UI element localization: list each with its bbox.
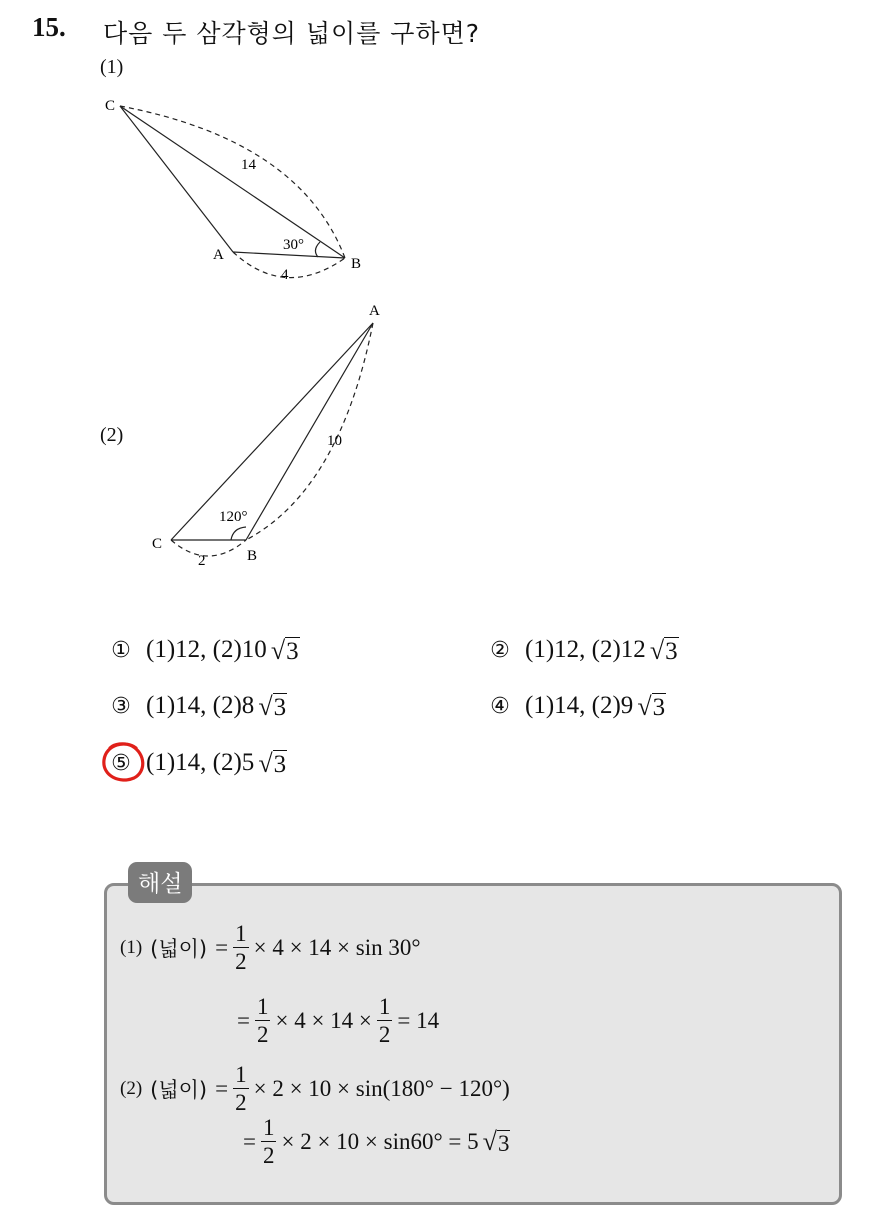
line4-frac: $\frac{1}{2}$ bbox=[262, 1115, 275, 1168]
line2-frac: $\frac{1}{2}$ bbox=[256, 994, 269, 1047]
vertex-a-1: A bbox=[213, 247, 224, 263]
line2-expr: × 4 × 14 × bbox=[275, 1007, 372, 1033]
arc-ab-1 bbox=[233, 252, 345, 278]
choice-5-mark: ⑤ bbox=[111, 750, 131, 776]
choice-2-text: (1)12, (2)12 bbox=[525, 636, 646, 663]
triangle-2 bbox=[171, 323, 373, 556]
side-ab-2 bbox=[246, 323, 373, 540]
line3-lhs: (넓이) bbox=[150, 1077, 208, 1102]
side-label-14: 14 bbox=[241, 157, 256, 173]
figure2-label: (2) bbox=[100, 424, 124, 446]
line3-frac: $\frac{1}{2}$ bbox=[235, 1062, 247, 1115]
choice-1-text: (1)12, (2)10 bbox=[146, 636, 267, 663]
angle-arc-b-2 bbox=[231, 527, 246, 540]
choice-3-text: (1)14, (2)8 bbox=[146, 692, 255, 719]
answer-circle-mark bbox=[98, 738, 150, 788]
line4-sqrt: √ 3 bbox=[482, 1126, 510, 1156]
line1-label: (1) bbox=[120, 936, 143, 958]
choice-4-text: (1)14, (2)9 bbox=[525, 692, 634, 719]
choice-3-sqrt: √ 3 bbox=[258, 691, 287, 721]
choice-4[interactable] bbox=[489, 692, 666, 720]
figure1-label: (1) bbox=[100, 56, 124, 78]
solution-line-2 bbox=[237, 995, 439, 1046]
arc-cb-2 bbox=[171, 540, 246, 556]
line3-label: (2) bbox=[120, 1077, 143, 1099]
side-label-10: 10 bbox=[327, 433, 342, 449]
solution-line-4 bbox=[243, 1116, 510, 1167]
line1-lhs: (넓이) bbox=[150, 936, 208, 961]
side-ca-1 bbox=[120, 106, 233, 252]
line1-frac: $\frac{1}{2}$ bbox=[235, 921, 247, 974]
question-number: 15. bbox=[32, 12, 66, 42]
line4-expr: × 2 × 10 × sin60° = 5 bbox=[281, 1128, 479, 1154]
line4-eq: = bbox=[243, 1128, 256, 1154]
angle-label-120: 120° bbox=[219, 509, 248, 525]
vertex-a-2: A bbox=[369, 303, 380, 319]
solution-line-3 bbox=[120, 1063, 510, 1114]
vertex-c-2: C bbox=[152, 536, 163, 552]
side-cb-1 bbox=[120, 106, 345, 258]
question-text: 다음 두 삼각형의 넓이를 구하면? bbox=[103, 19, 481, 48]
solution-line-1 bbox=[120, 922, 421, 973]
vertex-c-1: C bbox=[105, 98, 116, 114]
choice-1-sqrt: √ 3 bbox=[270, 635, 299, 665]
angle-arc-b-1 bbox=[315, 242, 320, 257]
choice-3-mark: ③ bbox=[111, 693, 131, 719]
choice-1-mark: ① bbox=[111, 637, 131, 663]
choice-5-text: (1)14, (2)5 bbox=[146, 749, 255, 776]
vertex-b-2: B bbox=[247, 548, 258, 564]
choice-5-sqrt: √ 3 bbox=[258, 748, 287, 778]
solution-tag: 해설 bbox=[128, 862, 192, 903]
choice-4-mark: ④ bbox=[490, 693, 510, 719]
line2-frac2: $\frac{1}{2}$ bbox=[378, 994, 391, 1047]
line3-expr: × 2 × 10 × sin(180° − 120°) bbox=[253, 1075, 510, 1101]
line2-result: = 14 bbox=[397, 1007, 440, 1033]
line1-expr: × 4 × 14 × sin 30° bbox=[253, 934, 421, 960]
side-label-4: 4 bbox=[281, 267, 289, 283]
choice-3[interactable] bbox=[110, 692, 287, 720]
angle-label-30: 30° bbox=[283, 237, 304, 253]
side-label-2: 2 bbox=[198, 553, 206, 569]
choice-1[interactable] bbox=[110, 636, 300, 664]
triangle-1 bbox=[120, 106, 345, 278]
line1-eq: = bbox=[215, 934, 229, 960]
choice-2-mark: ② bbox=[490, 637, 510, 663]
side-ca-2 bbox=[171, 323, 373, 540]
line2-eq: = bbox=[237, 1007, 250, 1033]
choice-2-sqrt: √ 3 bbox=[649, 635, 678, 665]
vertex-b-1: B bbox=[351, 256, 362, 272]
choice-2[interactable] bbox=[489, 636, 679, 664]
choice-4-sqrt: √ 3 bbox=[637, 691, 666, 721]
line3-eq: = bbox=[215, 1075, 229, 1101]
figure1-diagram bbox=[0, 0, 884, 600]
